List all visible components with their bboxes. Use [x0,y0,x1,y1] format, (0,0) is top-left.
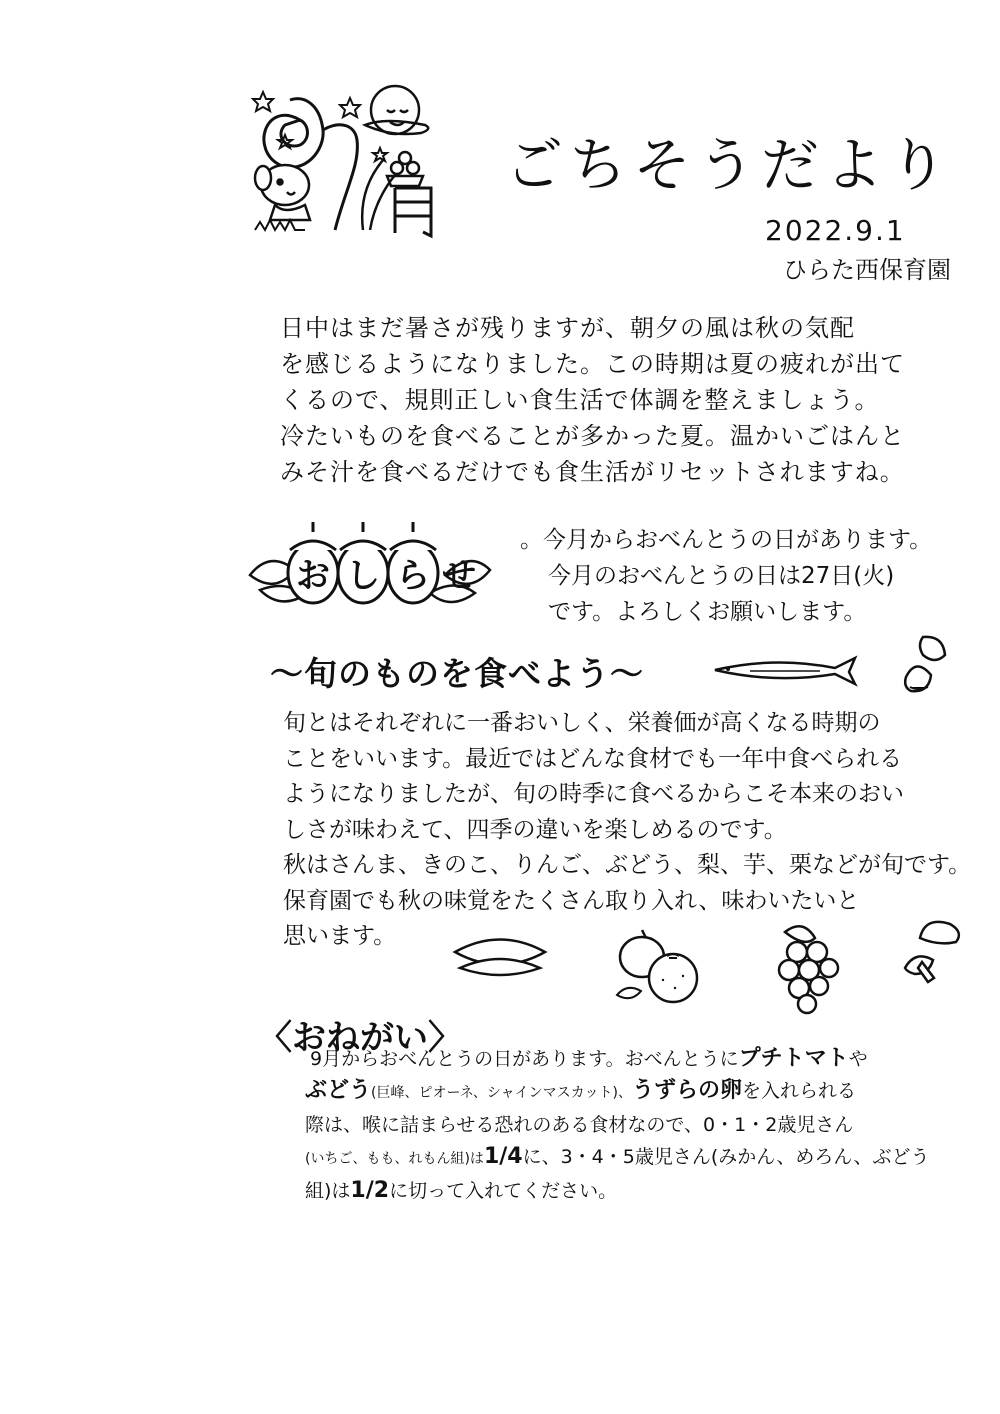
badge-char: お [296,556,330,596]
month-illustration [245,80,455,240]
request-line: 9月からおべんとうの日があります。おべんとうにプチトマトや [310,1046,868,1071]
newsletter-title: ごちそうだより [505,131,954,199]
request-line: 際は、喉に詰まらせる恐れのある食材なので、0・1・2歳児さん [305,1114,854,1136]
saury-fish-icon [710,655,860,685]
intro-line: みそ汁を食べるだけでも食生活がリセットされますね。 [280,458,905,486]
intro-paragraph [280,310,905,490]
season-heading: 〜旬のものを食べよう〜 [270,654,644,693]
notice-line: 今月のおべんとうの日は27日(火) [548,563,895,589]
season-line: しさが味わえて、四季の違いを楽しめるのです。 [283,816,787,843]
issue-date: 2022.9.1 [765,214,906,247]
dango-icon [387,152,423,186]
notice-text [520,522,932,630]
highlight-grape: ぶどう [305,1078,372,1103]
request-paragraph [305,1043,930,1207]
intro-line: 冷たいものを食べることが多かった夏。温かいごはんと [280,422,905,450]
season-line: 秋はさんま、きのこ、りんご、ぶどう、梨、芋、栗などが旬です。 [283,852,972,878]
pampas-grass-icon [362,160,395,230]
leaf-icon [617,988,641,998]
season-line: 旬とはそれぞれに一番おいしく、栄養価が高くなる時期の [283,710,881,736]
badge-char: ら [396,556,430,596]
mushroom-icon [900,918,965,988]
dog-icon [255,165,310,220]
intro-line: くるので、規則正しい食生活で体調を整えましょう。 [280,386,880,414]
intro-line: を感じるようになりました。この時期は夏の疲れが出て [280,350,905,378]
grapes-icon [775,920,845,1015]
highlight-quarter: 1/4 [483,1144,523,1169]
highlight-half: 1/2 [350,1178,390,1203]
request-line: (いちご、もも、れもん組)は1/4に、3・4・5歳児さん(みかん、めろん、ぶどう [305,1144,930,1169]
oshirase-badge [245,515,495,615]
request-line: 組)は1/2に切って入れてください。 [305,1178,618,1203]
season-paragraph [283,706,971,955]
month-kanji-icon [395,188,431,236]
sweet-potato-icon [450,930,550,980]
season-line: ようになりましたが、旬の時季に食べるからこそ本来のおい [283,781,904,807]
organization-name: ひらた西保育園 [783,256,951,284]
moon-icon [365,86,428,134]
intro-line: 日中はまだ暑さが残りますが、朝夕の風は秋の気配 [280,314,855,342]
request-heading: 〈おねがい〉 [258,1018,462,1058]
grass-icon [255,220,305,230]
season-line: 保育園でも秋の味覚をたくさん取り入れ、味わいたいと [283,887,860,914]
notice-line: 。今月からおべんとうの日があります。 [520,527,933,553]
chestnut-icon [898,632,958,697]
badge-char: せ [442,556,476,596]
highlight-cherry-tomato: プチトマト [738,1046,849,1071]
mandarin-icon [645,950,705,1005]
highlight-quail-egg: うずらの卵 [631,1078,742,1103]
season-line: ことをいいます。最近ではどんな食材でも一年中食べられる [283,745,903,772]
request-line: ぶどう(巨峰、ピオーネ、シャインマスカット)、うずらの卵を入れられる [305,1078,857,1103]
notice-line: です。よろしくお願いします。 [548,599,867,625]
badge-char: し [346,556,380,596]
season-line: 思います。 [283,923,397,949]
